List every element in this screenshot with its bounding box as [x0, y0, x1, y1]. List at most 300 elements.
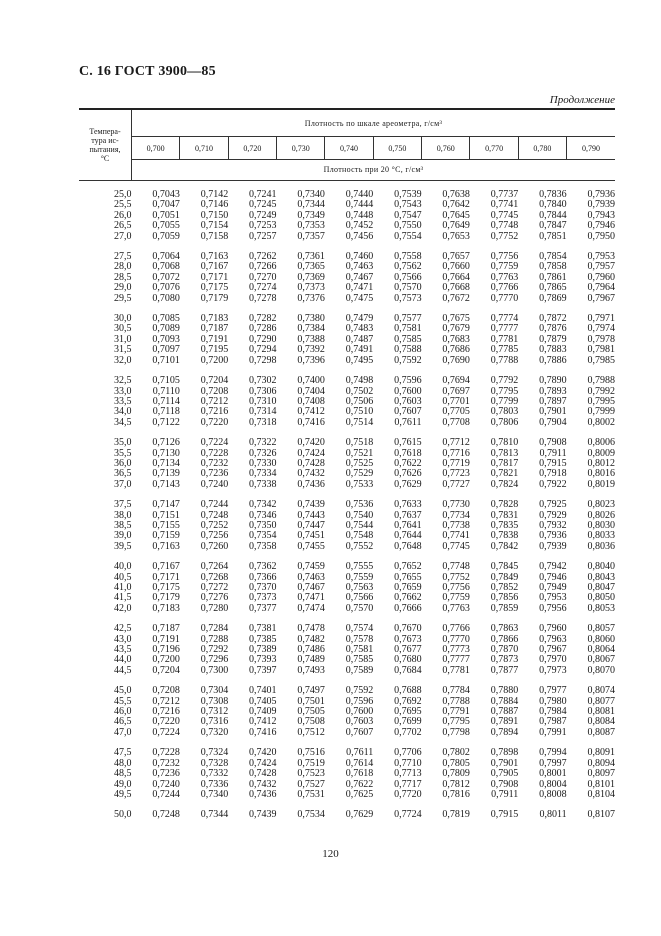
density-cell: 0,7810: [490, 437, 519, 449]
density-cell: 0,7208: [200, 385, 229, 397]
density-cell: 0,7766: [442, 623, 470, 635]
density-cell: 0,7710: [394, 757, 422, 769]
density-cell: 0,7844: [539, 209, 567, 221]
density-cell: 0,7366: [249, 571, 277, 583]
row-group: [79, 686, 615, 748]
density-cell: 0,7622: [345, 778, 374, 790]
density-cell: 0,7879: [539, 333, 567, 345]
density-cell: 0,7730: [442, 499, 470, 511]
table-row: [79, 500, 615, 510]
table-row: [79, 376, 615, 386]
density-column-header: 0,700: [132, 137, 180, 159]
density-cell: 0,7863: [490, 623, 519, 635]
density-cell: 0,8070: [587, 664, 615, 676]
density-cell: 0,7716: [442, 447, 470, 459]
density-cell: 0,7873: [490, 654, 519, 666]
density-cell: 0,7175: [200, 282, 229, 294]
density-cell: 0,7448: [345, 209, 374, 221]
density-cell: 0,7720: [394, 788, 422, 800]
density-cell: 0,8006: [587, 437, 615, 449]
density-cell: 0,7502: [345, 385, 374, 397]
density-cell: 0,7852: [490, 582, 519, 593]
temperature-cell: 27,0: [114, 230, 132, 242]
density-cell: 0,7354: [249, 530, 277, 542]
density-cell: 0,7498: [345, 375, 374, 387]
temperature-cell: 36,0: [114, 457, 132, 469]
density-cell: 0,7719: [442, 457, 470, 469]
density-cell: 0,7501: [297, 695, 325, 707]
density-cell: 0,8047: [587, 582, 615, 593]
density-cell: 0,7349: [297, 209, 325, 221]
density-cell: 0,7626: [394, 468, 422, 480]
density-cell: 0,7249: [249, 209, 277, 221]
density-cell: 0,7886: [539, 354, 567, 366]
density-cell: 0,7987: [539, 716, 567, 728]
density-cell: 0,7713: [394, 768, 422, 780]
density-cell: 0,7171: [200, 271, 229, 283]
density-cell: 0,7555: [345, 561, 374, 573]
density-cell: 0,7179: [200, 292, 229, 304]
temperature-cell: 42,0: [114, 602, 132, 614]
density-cell: 0,7072: [152, 271, 180, 283]
density-cell: 0,7294: [249, 344, 277, 356]
density-cell: 0,7653: [442, 230, 470, 242]
density-cell: 0,7463: [297, 571, 325, 583]
density-cell: 0,8057: [587, 623, 615, 635]
density-cell: 0,8043: [587, 571, 615, 583]
density-cell: 0,7781: [490, 333, 519, 345]
density-cell: 0,7416: [297, 416, 325, 428]
temperature-header-line: пытания,: [89, 145, 121, 154]
density-cell: 0,7552: [345, 540, 374, 552]
density-cell: 0,7428: [297, 457, 325, 469]
temperature-column-header: [79, 109, 132, 181]
density-cell: 0,7577: [394, 313, 422, 325]
density-cell: 0,7154: [200, 220, 229, 232]
density-cell: 0,7884: [490, 695, 519, 707]
temperature-cell: 35,0: [114, 437, 132, 449]
density-cell: 0,7752: [490, 230, 519, 242]
density-cell: 0,7727: [442, 478, 470, 490]
density-cell: 0,7554: [394, 230, 422, 242]
density-cell: 0,7510: [345, 406, 374, 418]
density-cell: 0,7220: [152, 716, 180, 728]
density-cell: 0,7420: [297, 437, 325, 449]
density-cell: 0,7440: [345, 189, 374, 200]
density-cell: 0,8064: [587, 644, 615, 656]
density-cell: 0,7408: [297, 395, 325, 407]
density-cell: 0,8077: [587, 695, 615, 707]
density-cell: 0,7068: [152, 261, 180, 273]
density-cell: 0,7883: [539, 344, 567, 356]
density-column-header: 0,760: [422, 137, 470, 159]
density-cell: 0,7953: [539, 592, 567, 604]
density-cell: 0,7139: [152, 468, 180, 480]
row-group: [79, 252, 615, 314]
density-cell: 0,7664: [442, 271, 470, 283]
page-header: С. 16 ГОСТ 3900—85: [79, 64, 216, 79]
density-column-header: 0,750: [373, 137, 421, 159]
density-cell: 0,7702: [394, 726, 422, 738]
density-cell: 0,7384: [297, 323, 325, 335]
density-cell: 0,7838: [490, 530, 519, 542]
density-cell: 0,7241: [249, 189, 277, 200]
density-cell: 0,7600: [394, 385, 422, 397]
density-cell: 0,7858: [539, 261, 567, 273]
density-cell: 0,7816: [442, 788, 470, 800]
density-cell: 0,7688: [394, 685, 422, 697]
density-cell: 0,7548: [345, 530, 374, 542]
density-cell: 0,7618: [394, 447, 422, 459]
header-row-subheader: [79, 159, 615, 180]
density-cell: 0,7670: [394, 623, 422, 635]
density-cell: 0,8050: [587, 592, 615, 604]
density-cell: 0,7381: [249, 623, 277, 635]
density-cell: 0,7142: [200, 189, 229, 200]
density-cell: 0,7204: [152, 664, 180, 676]
density-cell: 0,7306: [249, 385, 277, 397]
table-row: [79, 728, 615, 748]
density-cell: 0,8011: [539, 809, 567, 821]
density-cell: 0,7508: [297, 716, 325, 728]
density-cell: 0,7167: [200, 261, 229, 273]
density-cell: 0,7482: [297, 633, 325, 645]
density-cell: 0,7677: [394, 644, 422, 656]
density-cell: 0,7353: [297, 220, 325, 232]
density-cell: 0,8016: [587, 468, 615, 480]
density-cell: 0,7101: [152, 354, 180, 366]
density-cell: 0,7272: [200, 582, 229, 593]
density-cell: 0,7474: [297, 602, 325, 614]
density-cell: 0,7683: [442, 333, 470, 345]
density-cell: 0,7840: [539, 199, 567, 211]
density-cell: 0,7059: [152, 230, 180, 242]
density-cell: 0,8084: [587, 716, 615, 728]
density-cell: 0,7978: [587, 333, 615, 345]
density-cell: 0,7788: [490, 354, 519, 366]
density-cell: 0,7999: [587, 406, 615, 418]
density-cell: 0,7741: [442, 530, 470, 542]
temperature-cell: 29,5: [114, 292, 132, 304]
density-cell: 0,7089: [152, 323, 180, 335]
density-cell: 0,7051: [152, 209, 180, 221]
density-cell: 0,7831: [490, 509, 519, 521]
density-cell: 0,8012: [587, 457, 615, 469]
density-cell: 0,7570: [345, 602, 374, 614]
density-cell: 0,7432: [297, 468, 325, 480]
density-cell: 0,7745: [442, 540, 470, 552]
density-cell: 0,8094: [587, 757, 615, 769]
density-cell: 0,7842: [490, 540, 519, 552]
density-cell: 0,7836: [539, 189, 567, 200]
density-cell: 0,7925: [539, 499, 567, 511]
density-cell: 0,7479: [345, 313, 374, 325]
density-cell: 0,7813: [490, 447, 519, 459]
density-cell: 0,8008: [539, 788, 567, 800]
density-cell: 0,7791: [442, 706, 470, 718]
density-column-header: 0,720: [228, 137, 276, 159]
density-cell: 0,7252: [200, 519, 229, 531]
density-cell: 0,7171: [152, 571, 180, 583]
table-row: [79, 790, 615, 810]
density-cell: 0,7673: [394, 633, 422, 645]
density-cell: 0,7268: [200, 571, 229, 583]
density-cell: 0,7316: [200, 716, 229, 728]
density-cell: 0,8101: [587, 778, 615, 790]
density-cell: 0,7105: [152, 375, 180, 387]
density-cell: 0,7655: [394, 571, 422, 583]
density-cell: 0,7949: [539, 582, 567, 593]
temperature-cell: 49,0: [114, 778, 132, 790]
density-cell: 0,7997: [539, 757, 567, 769]
density-cell: 0,7489: [297, 654, 325, 666]
density-cell: 0,7544: [345, 519, 374, 531]
table-row: [79, 438, 615, 448]
density-cell: 0,7845: [490, 561, 519, 573]
density-cell: 0,8033: [587, 530, 615, 542]
density-cell: 0,7396: [297, 354, 325, 366]
density-cell: 0,8091: [587, 747, 615, 759]
density-cell: 0,7232: [152, 757, 180, 769]
density-cell: 0,7539: [394, 189, 422, 200]
temperature-cell: 35,5: [114, 447, 132, 459]
density-cell: 0,7460: [345, 251, 374, 263]
density-cell: 0,7970: [539, 654, 567, 666]
density-cell: 0,7932: [539, 519, 567, 531]
density-cell: 0,7451: [297, 530, 325, 542]
density-cell: 0,7988: [587, 375, 615, 387]
table-row: [79, 480, 615, 500]
density-cell: 0,7785: [490, 344, 519, 356]
density-column-header: 0,780: [518, 137, 566, 159]
density-cell: 0,7638: [442, 189, 470, 200]
density-cell: 0,7971: [587, 313, 615, 325]
density-cell: 0,7463: [345, 261, 374, 273]
density-column-header: 0,740: [325, 137, 373, 159]
density-cell: 0,7424: [249, 757, 277, 769]
density-cell: 0,7471: [297, 592, 325, 604]
density-cell: 0,7134: [152, 457, 180, 469]
density-column-header: 0,710: [180, 137, 228, 159]
density-cell: 0,7865: [539, 282, 567, 294]
density-cell: 0,7876: [539, 323, 567, 335]
temperature-cell: 40,5: [114, 571, 132, 583]
density-cell: 0,7795: [442, 716, 470, 728]
density-cell: 0,7795: [490, 385, 519, 397]
density-cell: 0,8053: [587, 602, 615, 614]
table-row: [79, 769, 615, 779]
density-cell: 0,7043: [152, 189, 180, 200]
density-cell: 0,7849: [490, 571, 519, 583]
density-cell: 0,8030: [587, 519, 615, 531]
density-cell: 0,7629: [345, 809, 374, 821]
density-cell: 0,7443: [297, 509, 325, 521]
density-cell: 0,7618: [345, 768, 374, 780]
density-cell: 0,7802: [442, 747, 470, 759]
density-table: [79, 108, 615, 831]
density-cell: 0,7514: [345, 416, 374, 428]
density-cell: 0,7357: [297, 230, 325, 242]
density-cell: 0,7600: [345, 706, 374, 718]
density-cell: 0,7143: [152, 478, 180, 490]
density-cell: 0,7240: [200, 478, 229, 490]
density-cell: 0,7270: [249, 271, 277, 283]
density-cell: 0,7304: [200, 685, 229, 697]
density-cell: 0,7798: [442, 726, 470, 738]
density-cell: 0,7717: [394, 778, 422, 790]
density-cell: 0,7659: [394, 582, 422, 593]
density-cell: 0,7812: [442, 778, 470, 790]
density-cell: 0,7533: [345, 478, 374, 490]
density-cell: 0,8060: [587, 633, 615, 645]
density-table-container: [79, 108, 615, 831]
density-cell: 0,7562: [394, 261, 422, 273]
density-cell: 0,7208: [152, 685, 180, 697]
density-cell: 0,7763: [442, 602, 470, 614]
density-cell: 0,7904: [539, 416, 567, 428]
table-row: [79, 356, 615, 376]
temperature-cell: 38,0: [114, 509, 132, 521]
density-cell: 0,7146: [200, 199, 229, 211]
density-cell: 0,7974: [587, 323, 615, 335]
density-cell: 0,7908: [490, 778, 519, 790]
temperature-cell: 44,0: [114, 654, 132, 666]
density-cell: 0,7911: [539, 447, 567, 459]
density-cell: 0,7292: [200, 644, 229, 656]
density-cell: 0,8074: [587, 685, 615, 697]
density-cell: 0,7679: [442, 323, 470, 335]
temperature-cell: 25,0: [114, 189, 132, 200]
density-cell: 0,7330: [249, 457, 277, 469]
density-cell: 0,7436: [249, 788, 277, 800]
density-cell: 0,7672: [442, 292, 470, 304]
density-cell: 0,7114: [152, 395, 180, 407]
density-cell: 0,7248: [200, 509, 229, 521]
density-cell: 0,7244: [152, 788, 180, 800]
density-cell: 0,7336: [200, 778, 229, 790]
density-cell: 0,7456: [345, 230, 374, 242]
density-cell: 0,7777: [490, 323, 519, 335]
density-cell: 0,7995: [587, 395, 615, 407]
density-cell: 0,7957: [587, 261, 615, 273]
density-cell: 0,7300: [200, 664, 229, 676]
density-cell: 0,7163: [152, 540, 180, 552]
density-cell: 0,7854: [539, 251, 567, 263]
density-cell: 0,7943: [587, 209, 615, 221]
density-cell: 0,7256: [200, 530, 229, 542]
density-column-header: 0,730: [277, 137, 325, 159]
density-cell: 0,7531: [297, 788, 325, 800]
density-cell: 0,7266: [249, 261, 277, 273]
density-cell: 0,7637: [394, 509, 422, 521]
density-cell: 0,7946: [539, 571, 567, 583]
density-cell: 0,7358: [249, 540, 277, 552]
temperature-cell: 46,0: [114, 706, 132, 718]
density-cell: 0,7486: [297, 644, 325, 656]
density-cell: 0,7939: [587, 199, 615, 211]
density-cell: 0,7589: [345, 664, 374, 676]
density-cell: 0,7085: [152, 313, 180, 325]
table-row: [79, 810, 615, 830]
density-cell: 0,7521: [345, 447, 374, 459]
temperature-cell: 40,0: [114, 561, 132, 573]
density-cell: 0,7891: [490, 716, 519, 728]
density-cell: 0,7064: [152, 251, 180, 263]
density-cell: 0,8087: [587, 726, 615, 738]
density-cell: 0,7444: [345, 199, 374, 211]
density-cell: 0,7151: [152, 509, 180, 521]
density-cell: 0,7851: [539, 230, 567, 242]
density-cell: 0,7856: [490, 592, 519, 604]
density-cell: 0,7389: [249, 644, 277, 656]
density-cell: 0,7592: [345, 685, 374, 697]
density-cell: 0,7622: [394, 457, 422, 469]
density-cell: 0,7890: [539, 375, 567, 387]
density-cell: 0,8026: [587, 509, 615, 521]
density-cell: 0,7723: [442, 468, 470, 480]
temperature-cell: 46,5: [114, 716, 132, 728]
density-cell: 0,7756: [442, 582, 470, 593]
density-cell: 0,7799: [490, 395, 519, 407]
density-cell: 0,7284: [200, 623, 229, 635]
density-cell: 0,7191: [152, 633, 180, 645]
density-cell: 0,7240: [152, 778, 180, 790]
density-cell: 0,7585: [345, 654, 374, 666]
density-cell: 0,7977: [539, 685, 567, 697]
density-cell: 0,7340: [200, 788, 229, 800]
density-cell: 0,7290: [249, 333, 277, 345]
temperature-cell: 45,0: [114, 685, 132, 697]
density-cell: 0,7187: [152, 623, 180, 635]
density-cell: 0,7911: [491, 788, 519, 800]
density-cell: 0,7697: [442, 385, 470, 397]
density-cell: 0,7416: [249, 726, 277, 738]
density-cell: 0,7578: [345, 633, 374, 645]
density-cell: 0,7946: [587, 220, 615, 232]
density-cell: 0,7956: [539, 602, 567, 614]
density-cell: 0,7401: [249, 685, 277, 697]
density-cell: 0,7603: [394, 395, 422, 407]
density-cell: 0,7204: [200, 375, 229, 387]
density-cell: 0,7805: [442, 757, 470, 769]
density-cell: 0,7400: [297, 375, 325, 387]
density-cell: 0,7929: [539, 509, 567, 521]
density-cell: 0,7614: [345, 757, 374, 769]
density-cell: 0,7519: [297, 757, 325, 769]
density-cell: 0,7248: [152, 809, 180, 821]
density-cell: 0,7675: [442, 313, 470, 325]
density-cell: 0,7512: [297, 726, 325, 738]
density-cell: 0,7147: [152, 499, 180, 511]
density-cell: 0,7607: [345, 726, 374, 738]
density-cell: 0,7922: [539, 478, 567, 490]
temperature-cell: 41,5: [114, 592, 132, 604]
density-cell: 0,7866: [490, 633, 519, 645]
density-cell: 0,7420: [249, 747, 277, 759]
density-cell: 0,7668: [442, 282, 470, 294]
density-cell: 0,7288: [200, 633, 229, 645]
temperature-cell: 29,0: [114, 282, 132, 294]
density-cell: 0,8019: [587, 478, 615, 490]
density-cell: 0,7412: [249, 716, 277, 728]
density-cell: 0,7376: [297, 292, 325, 304]
density-cell: 0,7344: [200, 809, 229, 821]
density-cell: 0,7588: [394, 344, 422, 356]
density-cell: 0,7625: [345, 788, 374, 800]
density-cell: 0,7991: [539, 726, 567, 738]
density-cell: 0,7967: [539, 644, 567, 656]
temperature-cell: 48,5: [114, 768, 132, 780]
